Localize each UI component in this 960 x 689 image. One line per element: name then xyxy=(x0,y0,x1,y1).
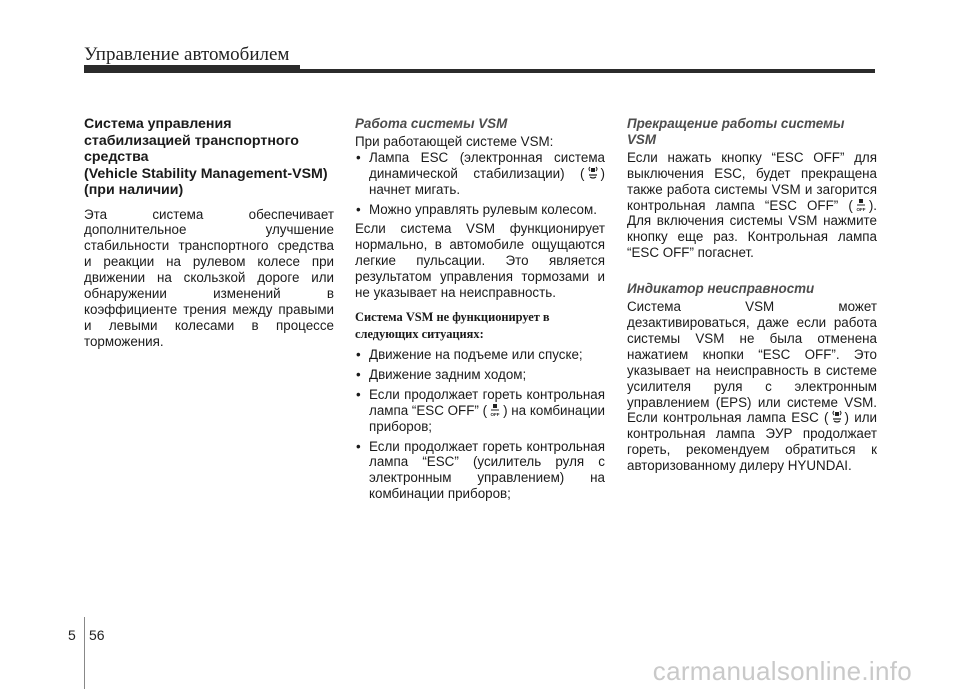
malfunction-paragraph xyxy=(627,299,877,474)
vsm-off-paragraph xyxy=(627,150,877,261)
intro-paragraph: Эта система обеспечивает дополнительное улучшение стабильности транспортного средства и реакции на рулевом колесе при движении на скользкой дороге или обнаружении изменений в коэффициенте трения между правыми и левыми колесами в процессе торможения. xyxy=(84,206,334,349)
column-2 xyxy=(355,116,605,506)
header-rule xyxy=(84,69,875,73)
heading-line: Система управления xyxy=(84,116,232,132)
list-item xyxy=(355,347,605,363)
list-item-text: Если продолжает гореть контрольная лампа “ESC OFF” ( xyxy=(369,386,605,418)
esc-warning-icon xyxy=(587,166,599,180)
esc-off-icon xyxy=(489,403,501,417)
list-item xyxy=(355,367,605,383)
list-item-text: Движение задним ходом; xyxy=(369,366,527,382)
operation-list xyxy=(355,150,605,218)
situations-heading: Система VSM не функционирует в следующих ситуациях: xyxy=(355,309,550,341)
pulsation-paragraph: Если система VSM функционирует нормально, в автомобиле ощущаются легкие пульсации. Это является результатом управления тормозами и не указывает на неисправность. xyxy=(355,221,605,301)
paragraph-text: Если нажать кнопку “ESC OFF” для выключения ESC, будет прекращена также работа системы VSM и загорится контрольная лампа “ESC OFF” ( xyxy=(627,149,877,213)
column-3 xyxy=(627,116,877,474)
list-item-text: ) на комбинации приборов; xyxy=(369,402,605,434)
list-item xyxy=(355,439,605,503)
list-item-text: Можно управлять рулевым колесом. xyxy=(369,201,597,217)
page-header-title: Управление автомобилем xyxy=(84,44,290,65)
page-number: 56 xyxy=(89,627,105,643)
section-number: 5 xyxy=(68,627,76,643)
subheading-vsm-off: Прекращение работы системы VSM xyxy=(627,116,845,147)
esc-off-icon-text: OFF xyxy=(856,206,866,212)
heading-line: (при наличии) xyxy=(84,182,184,198)
paragraph-text: Система VSM может дезактивироваться, даже если работа системы VSM не была отменена нажатием кнопки “ESC OFF”. Это указывает на неисправность в системе усилителя руля с электронным управлением (EPS) или системе VSM. Если контрольная лампа ESC ( xyxy=(627,299,877,426)
subheading-vsm-operation: Работа системы VSM xyxy=(355,116,508,131)
heading-line: средства xyxy=(84,149,149,165)
esc-warning-icon xyxy=(831,410,843,424)
esc-off-icon xyxy=(855,198,867,212)
list-item-text: Лампа ESC (электронная система динамической стабилизации) ( xyxy=(369,149,605,181)
paragraph-text: ) или контрольная лампа ЭУР продолжает гореть, рекомендуем обратиться к авторизованному дилеру HYUNDAI. xyxy=(627,410,878,474)
paragraph-text: ). Для включения системы VSM нажмите кнопку еще раз. Контрольная лампа “ESC OFF” погаснет. xyxy=(627,197,877,261)
list-item-text: Движение на подъеме или спуске; xyxy=(369,346,583,362)
list-item xyxy=(355,387,605,435)
heading-line: стабилизацией транспортного xyxy=(84,132,299,149)
watermark: carmanualsonline.info xyxy=(652,656,912,686)
list-item-text: Если продолжает гореть контрольная лампа “ESC” (усилитель руля с электронным управлением) на комбинации приборов; xyxy=(369,438,605,502)
list-item xyxy=(355,150,605,198)
situations-list xyxy=(355,347,605,502)
list-item-text: ) начнет мигать. xyxy=(369,165,605,197)
footer-rule xyxy=(84,617,85,689)
section-heading xyxy=(84,116,334,199)
heading-line: (Vehicle Stability Management-VSM) xyxy=(84,165,328,182)
vsm-intro: При работающей системе VSM: xyxy=(355,133,554,149)
list-item xyxy=(355,202,605,218)
column-1 xyxy=(84,116,334,350)
esc-off-icon-text: OFF xyxy=(490,411,500,417)
subheading-malfunction: Индикатор неисправности xyxy=(627,281,815,297)
